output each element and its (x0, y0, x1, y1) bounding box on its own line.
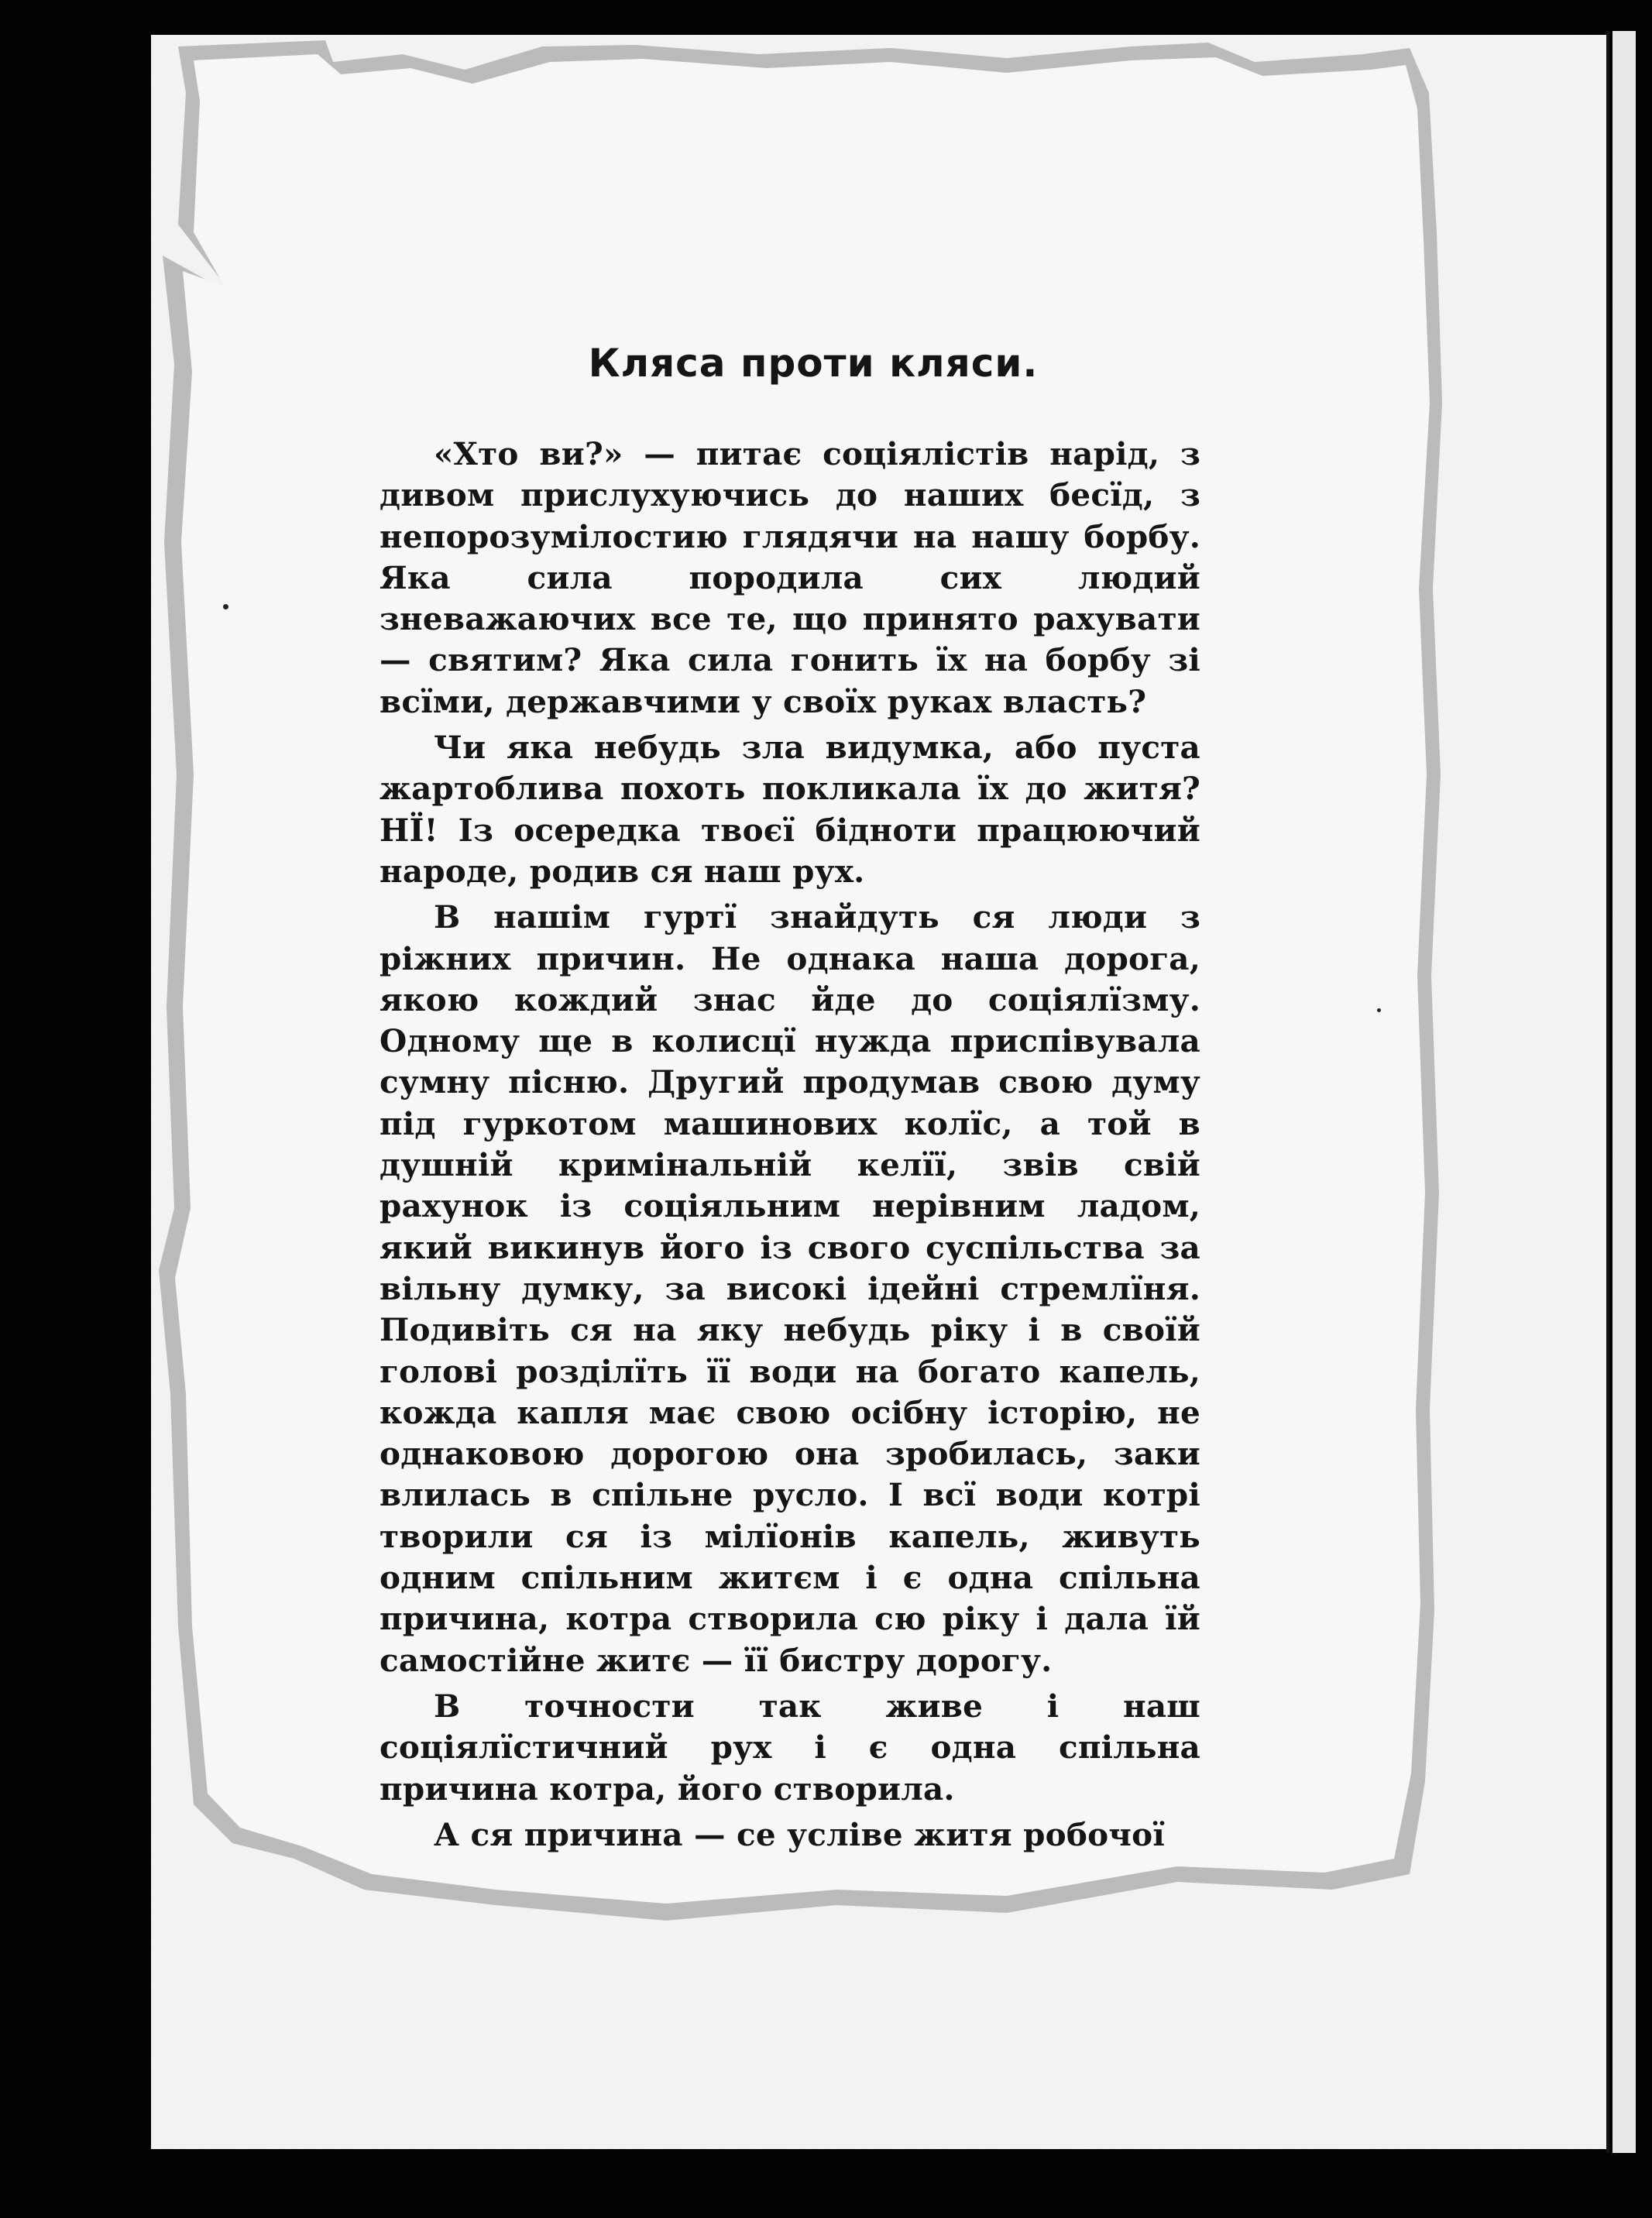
page-title: Кляса проти кляси. (588, 341, 1039, 386)
ink-speck (1377, 1008, 1381, 1012)
paragraph: «Хто ви?» — питає соціялістів нарід, з дивом прислухуючись до наших бесїд, з непорозумілостию глядячи на нашу борбу. Яка сила породила сих людий зневажаючих все те, що принято рахувати — святим? Яка сила гонить їх на борбу зі всїми, державчими у своїх руках власть? (380, 435, 1200, 720)
paragraph: В точности так живе і наш соціялїстичний рух і є одна спільна причина котра, його створила. (380, 1687, 1200, 1808)
paragraph: Чи яка небудь зла видумка, або пуста жартоблива похоть покликала їх до житя? НЇ! Із осередка твоєї бідноти працюючий народе, родив ся наш рух. (380, 729, 1200, 890)
ink-speck (223, 604, 228, 609)
paragraph: В нашім гуртї знайдуть ся люди з ріжних причин. Не однака наша дорога, якою кождий знас йде до соціялїзму. Одному ще в колисцї нужда приспівувала сумну пісню. Другий продумав свою думу під гуркотом машинових колїс, а той в душній кримінальній келїї, звів свій рахунок із соціяльним нерівним ладом, який викинув його із свого суспільства за вільну думку, за високі ідейні стремлїня. Подивіть ся на яку небудь ріку і в своїй голові розділїть її води на богато капель, кожда капля має свою осібну історію, не однаковою дорогою она зробилась, заки влилась в спільне русло. І всї води котрі творили ся із мілїонів капель, живуть одним спільним житєм і є одна спільна причина, котра створила сю ріку і дала їй самостійне житє — її бистру дорогу. (380, 898, 1200, 1679)
paragraph: А ся причина — се усліве житя робочої (434, 1815, 1165, 1853)
page-text (380, 341, 1200, 1856)
